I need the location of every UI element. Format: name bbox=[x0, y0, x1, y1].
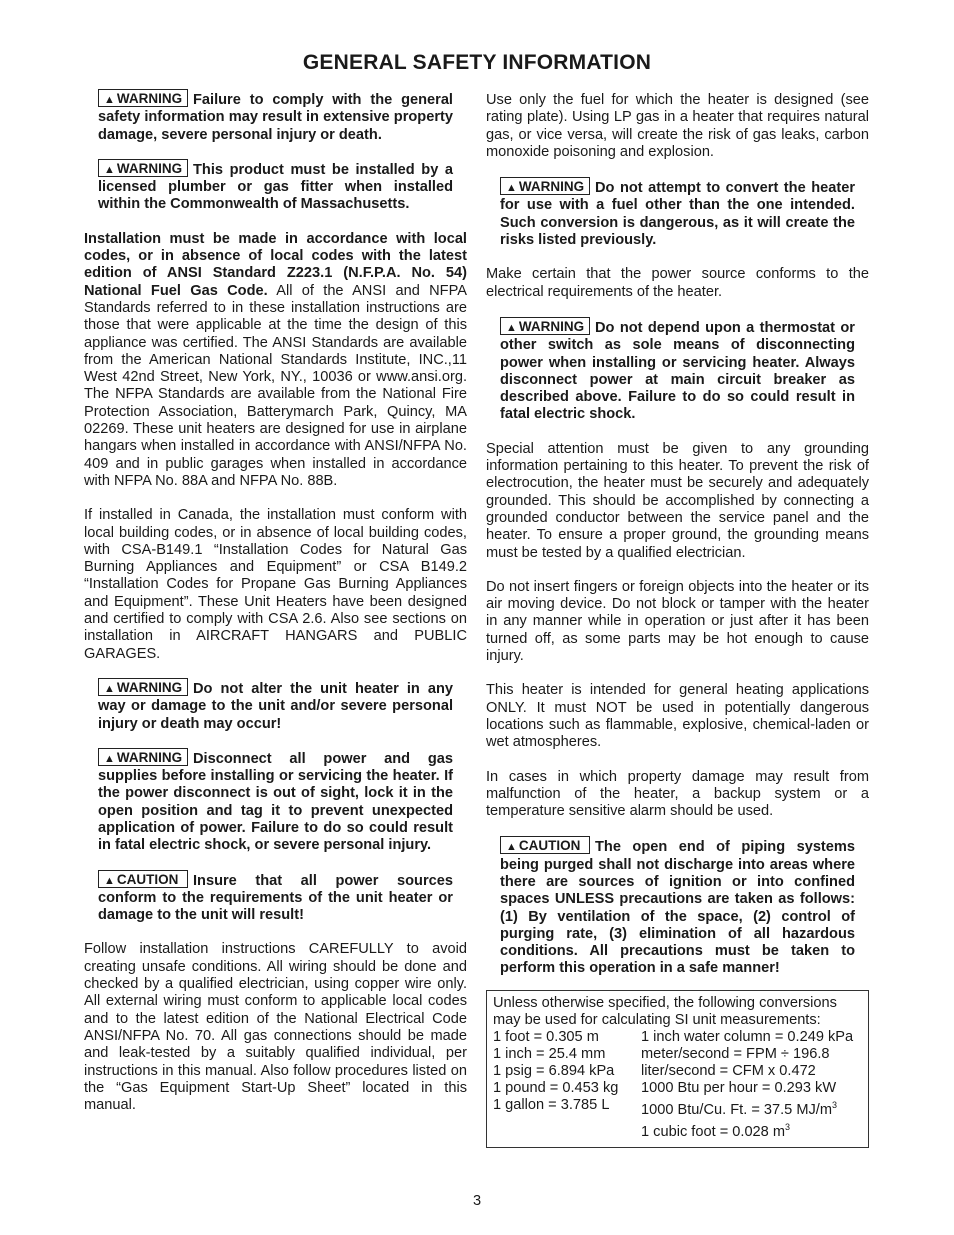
caution-badge: ▲ CAUTION bbox=[500, 836, 590, 854]
caution-triangle-icon: ▲ bbox=[104, 874, 115, 887]
warning-badge: ▲ WARNING bbox=[98, 89, 188, 107]
warning-triangle-icon: ▲ bbox=[506, 321, 517, 334]
warning-triangle-icon: ▲ bbox=[506, 182, 517, 195]
installation-instructions-paragraph: Follow installation instructions CAREFULLY to avoid creating unsafe conditions. All wiring should be done and checked by a qualified electrician, using copper wire only. All external wiring must conform to applicable local codes and to the latest edition of the National Electrical Code ANSI/NFPA No. 70. All gas connections should be made and leak-tested by a suitably qualified individual, per instructions in this manual. Also follow procedures listed on the “Gas Equipment Start-Up Sheet” located in this manual. bbox=[84, 941, 467, 1114]
conversion-item: 1 pound = 0.453 kg bbox=[493, 1080, 619, 1097]
caution-notice bbox=[98, 873, 453, 925]
conversion-intro: Unless otherwise specified, the following conversions may be used for calculating SI unit measurements: bbox=[493, 994, 837, 1028]
warning-triangle-icon: ▲ bbox=[104, 752, 115, 765]
warning-text: Do not attempt to convert the heater for use with a fuel other than the one intended. Such conversion is dangerous, as it will create the risks listed previously. bbox=[500, 180, 855, 249]
page-title: GENERAL SAFETY INFORMATION bbox=[302, 51, 652, 74]
conversion-item: 1 inch = 25.4 mm bbox=[493, 1046, 606, 1063]
warning-text: This product must be installed by a licensed plumber or gas fitter when installed within the Commonwealth of Massachusetts. bbox=[98, 161, 453, 213]
conversion-item: 1000 Btu/Cu. Ft. = 37.5 $MJ/m^3$ bbox=[641, 1100, 838, 1119]
conversion-item: 1 inch water column = 0.249 kPa bbox=[641, 1028, 854, 1045]
installation-codes-paragraph bbox=[84, 231, 467, 490]
right-column bbox=[486, 92, 869, 1148]
warning-text: Do not depend upon a thermostat or other switch as sole means of disconnecting power when installing or servicing heater. Always disconnect power at main circuit breaker as described above. Failure to do so could result in fatal electric shock. bbox=[500, 319, 855, 423]
conversion-item: 1 foot = 0.305 m bbox=[493, 1028, 599, 1045]
backup-system-paragraph: In cases in which property damage may result from malfunction of the heater, a backup system or a temperature sensitive alarm should be used. bbox=[486, 768, 869, 820]
left-column bbox=[84, 92, 467, 1114]
caution-text: The open end of piping systems being purged shall not discharge into areas where there are sources of ignition or into confined spaces UNLESS precautions are taken as follows: (1) By ventilation of the space, (2) control of purging rate, (3) elimination of all hazardous conditions. All precautions must be taken to perform this operation in a safe manner! bbox=[500, 839, 855, 977]
warning-notice bbox=[500, 320, 855, 424]
page-number: 3 bbox=[472, 1193, 482, 1209]
warning-text: Do not alter the unit heater in any way or damage to the unit and/or severe personal injury or death may occur! bbox=[98, 680, 453, 732]
foreign-objects-paragraph: Do not insert fingers or foreign objects into the heater or its air moving device. Do not block or tamper with the heater in any manner while in operation or just after it has been turned off, as some parts may be hot enough to cause injury. bbox=[486, 578, 869, 665]
warning-notice bbox=[98, 751, 453, 855]
warning-triangle-icon: ▲ bbox=[104, 163, 115, 176]
warning-notice bbox=[98, 92, 453, 144]
warning-text: Failure to comply with the general safety information may result in extensive property damage, severe personal injury or death. bbox=[98, 92, 453, 143]
warning-badge: ▲ WARNING bbox=[98, 159, 188, 177]
fuel-paragraph: Use only the fuel for which the heater is designed (see rating plate). Using LP gas in a heater that requires natural gas, or vice versa, will create the risk of gas leaks, carbon monoxide poisoning and explosion. bbox=[486, 92, 869, 160]
conversion-table-box bbox=[486, 990, 869, 1148]
warning-triangle-icon: ▲ bbox=[104, 682, 115, 695]
installation-codes-bold: Installation must be made in accordance with local codes, or in absence of local codes with the latest edition of ANSI Standard Z223.1 (N.F.P.A. No. 54) National Fuel Gas Code. bbox=[84, 230, 467, 299]
warning-badge: ▲ WARNING bbox=[98, 748, 188, 766]
conversion-item: 1000 Btu per hour = 0.293 kW bbox=[641, 1080, 837, 1097]
warning-triangle-icon: ▲ bbox=[104, 94, 115, 106]
warning-badge: ▲ WARNING bbox=[500, 177, 590, 195]
warning-notice bbox=[98, 162, 453, 214]
warning-badge: ▲ WARNING bbox=[98, 678, 188, 696]
warning-notice bbox=[98, 681, 453, 733]
conversion-item: 1 gallon = 3.785 L bbox=[493, 1097, 610, 1114]
conversion-item: meter/second = FPM ÷ 196.8 bbox=[641, 1046, 830, 1063]
caution-text: Insure that all power sources conform to the requirements of the unit heater or damage to the unit will result! bbox=[98, 872, 453, 924]
conversion-item: 1 psig = 6.894 kPa bbox=[493, 1063, 615, 1080]
grounding-paragraph: Special attention must be given to any grounding information pertaining to this heater. To prevent the risk of electrocution, the heater must be securely and adequately grounded. This should be accomplished by connecting a grounded conductor between the service panel and the heater. To ensure a proper ground, the grounding means must be tested by a qualified electrician. bbox=[486, 440, 869, 561]
power-source-paragraph: Make certain that the power source conforms to the electrical requirements of the heater. bbox=[486, 266, 869, 300]
conversion-item: 1 cubic foot = 0.028 $m^3$ bbox=[641, 1122, 791, 1141]
caution-notice bbox=[500, 839, 855, 977]
canada-paragraph: If installed in Canada, the installation must conform with local building codes, or in absence of local building codes, with CSA-B149.1 “Installation Codes for Natural Gas Burning Appliances and Equipment” or CSA B149.2 “Installation Codes for Propane Gas Burning Appliances and Equipment”. These Unit Heaters have been designed and certified to comply with CSA 2.6. Also see sections on installation in AIRCRAFT HANGARS and PUBLIC GARAGES. bbox=[84, 507, 467, 662]
caution-triangle-icon: ▲ bbox=[506, 841, 517, 854]
conversion-item: liter/second = CFM x 0.472 bbox=[641, 1063, 816, 1080]
conversion-grid bbox=[493, 1029, 862, 1141]
warning-badge: ▲ WARNING bbox=[500, 317, 590, 335]
warning-text: Disconnect all power and gas supplies before installing or servicing the heater. If the power disconnect is out of sight, lock it in the open position and tag it to prevent unexpected application of power. Failure to do so could result in fatal electric shock, or severe personal injury. bbox=[98, 750, 453, 854]
general-heating-paragraph: This heater is intended for general heating applications ONLY. It must NOT be used in potentially dangerous locations such as flammable, explosive, chemical-laden or wet atmospheres. bbox=[486, 682, 869, 751]
installation-codes-text: All of the ANSI and NFPA Standards referred to in these installation instructions are those that were applicable at the time the design of this appliance was certified. The ANSI Standards are available from the American National Standards Institute, INC.,11 West 42nd Street, New York, NY., 10036 or www.ansi.org. The NFPA Standards are available from the National Fire Protection Association, Batterymarch Park, Quincy, MA 02269. These unit heaters are designed for use in airplane hangars when installed in accordance with ANSI/NFPA No. 409 and in public garages when installed in accordance with NFPA No. 88A and NFPA No. 88B. bbox=[84, 282, 467, 489]
caution-badge: ▲ CAUTION bbox=[98, 870, 188, 888]
warning-notice bbox=[500, 180, 855, 249]
conversion-spacer bbox=[493, 1119, 641, 1141]
